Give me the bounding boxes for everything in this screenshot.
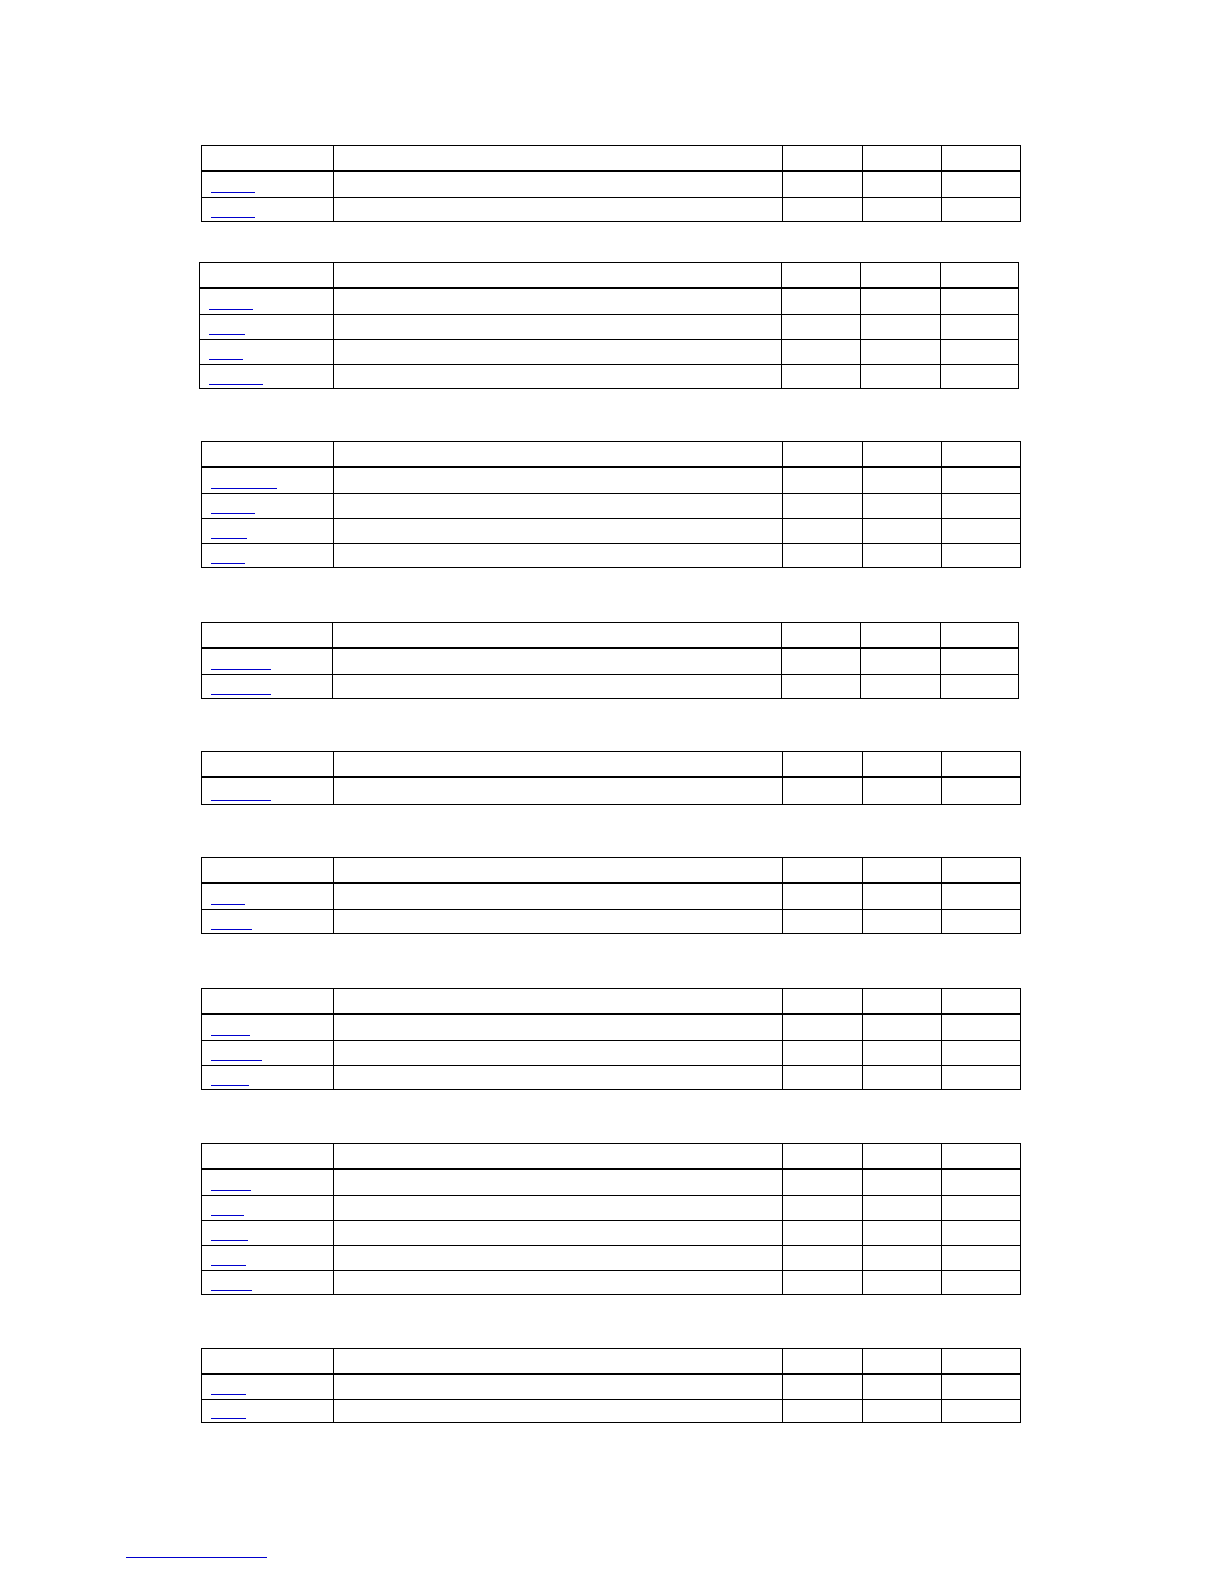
row-rule — [202, 493, 1020, 494]
column-divider — [782, 858, 783, 933]
row-link[interactable] — [211, 669, 271, 670]
row-link[interactable] — [211, 1290, 252, 1291]
header-rule — [202, 1168, 1020, 1170]
header-rule — [202, 882, 1020, 884]
column-divider — [781, 623, 782, 698]
row-link[interactable] — [211, 1394, 246, 1395]
row-rule — [202, 1270, 1020, 1271]
row-link[interactable] — [211, 538, 247, 539]
row-rule — [202, 1065, 1020, 1066]
column-divider — [781, 263, 782, 388]
data-table — [201, 857, 1021, 934]
row-link[interactable] — [209, 384, 263, 385]
column-divider — [333, 263, 334, 388]
row-rule — [202, 543, 1020, 544]
column-divider — [941, 1349, 942, 1422]
row-link[interactable] — [211, 1035, 250, 1036]
column-divider — [333, 858, 334, 933]
column-divider — [940, 623, 941, 698]
data-table — [201, 751, 1021, 805]
row-rule — [202, 1220, 1020, 1221]
row-link[interactable] — [211, 1215, 244, 1216]
footer-link[interactable] — [126, 1557, 267, 1558]
header-rule — [200, 287, 1018, 289]
row-link[interactable] — [211, 1060, 262, 1061]
data-table — [201, 1143, 1021, 1295]
column-divider — [941, 1144, 942, 1294]
column-divider — [941, 858, 942, 933]
column-divider — [782, 146, 783, 221]
data-table — [201, 441, 1021, 568]
column-divider — [860, 623, 861, 698]
column-divider — [333, 752, 334, 804]
data-table — [201, 1348, 1021, 1423]
column-divider — [782, 989, 783, 1089]
data-table — [201, 622, 1019, 699]
column-divider — [941, 146, 942, 221]
row-link[interactable] — [209, 334, 245, 335]
row-link[interactable] — [211, 1190, 251, 1191]
column-divider — [782, 1144, 783, 1294]
column-divider — [333, 1349, 334, 1422]
column-divider — [860, 263, 861, 388]
header-rule — [202, 776, 1020, 778]
column-divider — [862, 1144, 863, 1294]
row-link[interactable] — [211, 1240, 248, 1241]
data-table — [199, 262, 1019, 389]
row-rule — [202, 518, 1020, 519]
column-divider — [862, 989, 863, 1089]
row-link[interactable] — [211, 929, 252, 930]
row-rule — [202, 1245, 1020, 1246]
row-link[interactable] — [211, 488, 277, 489]
header-rule — [202, 1013, 1020, 1015]
row-link[interactable] — [211, 513, 255, 514]
row-link[interactable] — [209, 359, 243, 360]
row-rule — [202, 1040, 1020, 1041]
column-divider — [862, 1349, 863, 1422]
column-divider — [782, 752, 783, 804]
column-divider — [782, 1349, 783, 1422]
row-link[interactable] — [211, 563, 245, 564]
column-divider — [782, 442, 783, 567]
row-rule — [202, 1399, 1020, 1400]
column-divider — [941, 989, 942, 1089]
row-rule — [200, 364, 1018, 365]
column-divider — [941, 442, 942, 567]
data-table — [201, 145, 1021, 222]
column-divider — [862, 752, 863, 804]
row-link[interactable] — [211, 1265, 246, 1266]
data-table — [201, 988, 1021, 1090]
column-divider — [862, 146, 863, 221]
header-rule — [202, 466, 1020, 468]
row-link[interactable] — [211, 1085, 249, 1086]
header-rule — [202, 647, 1018, 649]
column-divider — [333, 146, 334, 221]
row-rule — [202, 1195, 1020, 1196]
column-divider — [332, 623, 333, 698]
header-rule — [202, 1373, 1020, 1375]
row-link[interactable] — [211, 800, 271, 801]
row-link[interactable] — [211, 192, 255, 193]
row-rule — [202, 909, 1020, 910]
column-divider — [941, 752, 942, 804]
row-rule — [202, 674, 1018, 675]
column-divider — [862, 858, 863, 933]
column-divider — [940, 263, 941, 388]
row-rule — [200, 314, 1018, 315]
header-rule — [202, 170, 1020, 172]
column-divider — [333, 442, 334, 567]
row-link[interactable] — [211, 1418, 246, 1419]
column-divider — [862, 442, 863, 567]
column-divider — [333, 989, 334, 1089]
row-link[interactable] — [211, 217, 255, 218]
column-divider — [333, 1144, 334, 1294]
row-link[interactable] — [211, 904, 245, 905]
row-rule — [200, 339, 1018, 340]
row-link[interactable] — [211, 694, 271, 695]
row-rule — [202, 197, 1020, 198]
row-link[interactable] — [209, 309, 253, 310]
